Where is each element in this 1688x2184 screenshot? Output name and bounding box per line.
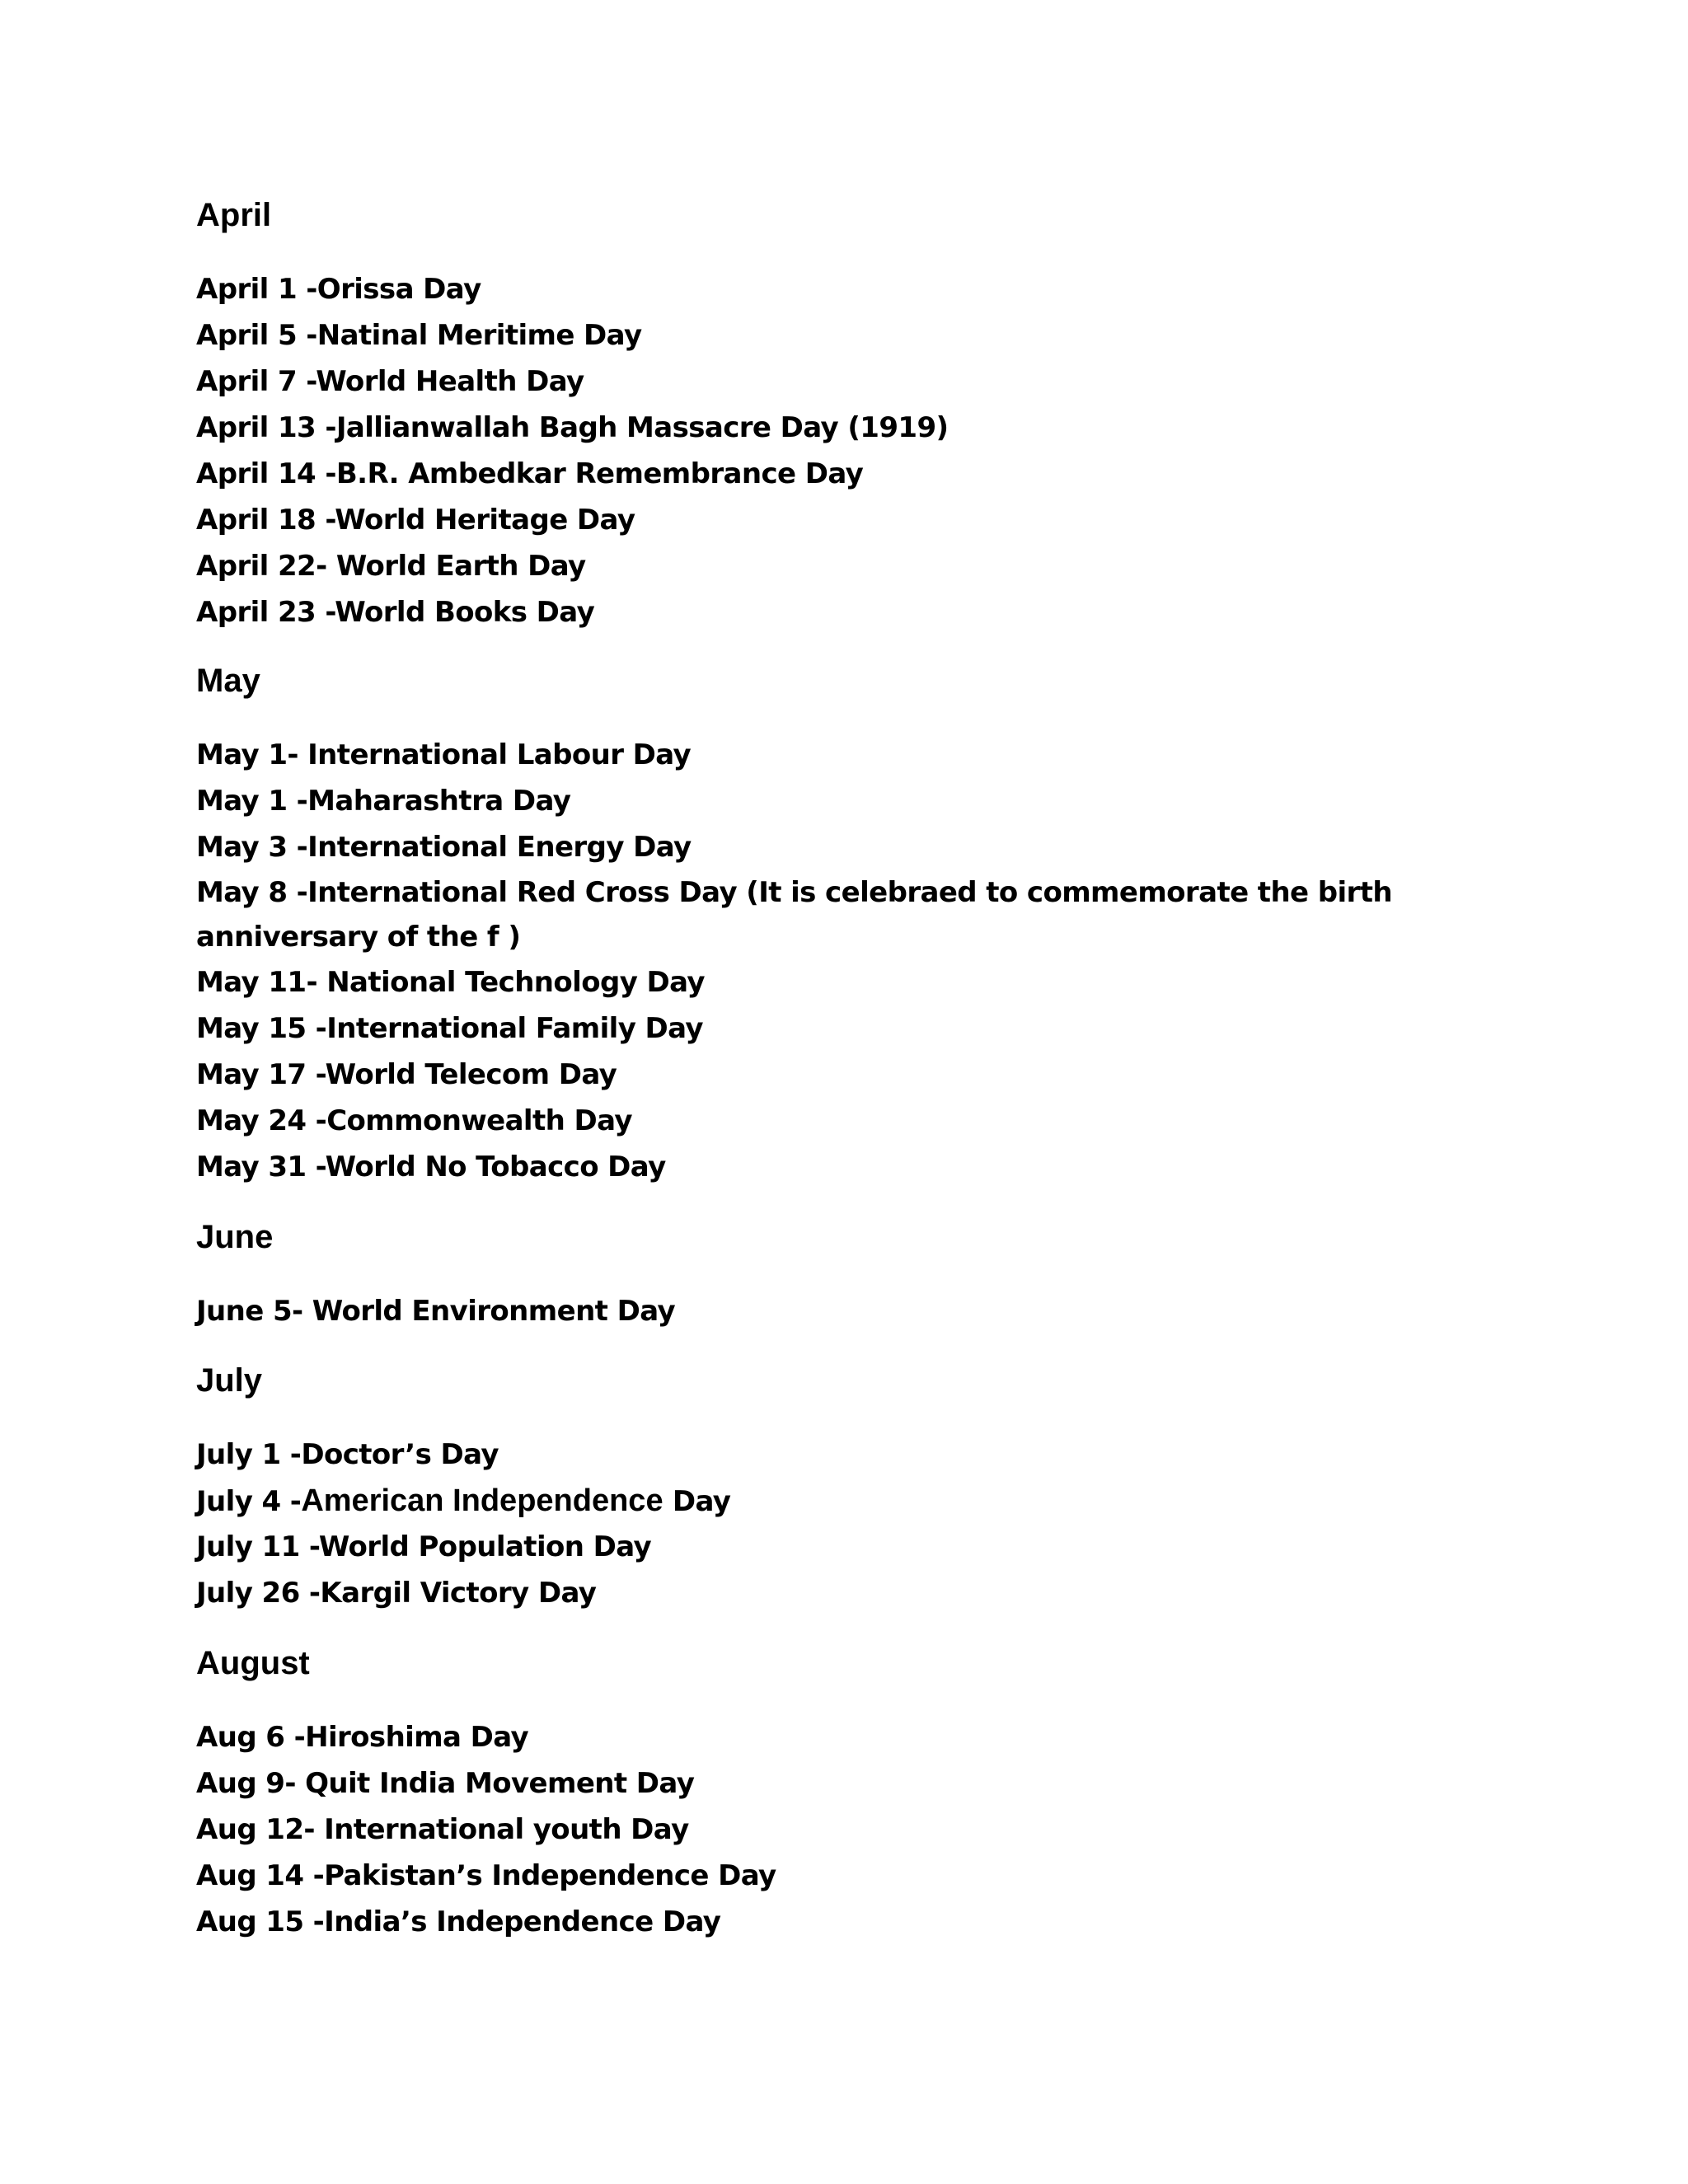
observance-item: May 1- International Labour Day xyxy=(196,738,692,771)
observance-item xyxy=(196,1478,1548,1524)
observance-date: July 4 - xyxy=(196,1485,302,1518)
month-heading: July xyxy=(196,1362,263,1399)
observance-item: May 17 -World Telecom Day xyxy=(196,1058,617,1091)
observance-item: May 24 -Commonwealth Day xyxy=(196,1104,632,1137)
observance-item: April 23 -World Books Day xyxy=(196,596,595,629)
month-heading: June xyxy=(196,1219,274,1255)
month-heading: April xyxy=(196,197,272,233)
observance-item: April 14 -B.R. Ambedkar Remembrance Day xyxy=(196,457,864,490)
observance-item: May 15 -International Family Day xyxy=(196,1012,703,1045)
observance-item: Aug 14 -Pakistan’s Independence Day xyxy=(196,1859,776,1892)
observance-item: June 5- World Environment Day xyxy=(196,1295,676,1328)
observance-item: May 31 -World No Tobacco Day xyxy=(196,1151,666,1183)
observance-item: April 13 -Jallianwallah Bagh Massacre Day (1919) xyxy=(196,411,949,444)
observance-item: Aug 6 -Hiroshima Day xyxy=(196,1721,529,1754)
observance-item: April 1 -Orissa Day xyxy=(196,273,481,306)
observance-item: April 22- World Earth Day xyxy=(196,550,586,583)
observance-item: April 18 -World Heritage Day xyxy=(196,504,635,537)
observance-item: Aug 12- International youth Day xyxy=(196,1813,689,1846)
observance-item: July 1 -Doctor’s Day xyxy=(196,1438,499,1471)
observance-name-emphasis: American Independence xyxy=(301,1483,663,1518)
observance-item: April 7 -World Health Day xyxy=(196,365,584,398)
observance-list xyxy=(196,1288,1548,1334)
observance-list xyxy=(196,1714,1548,1945)
observance-item: May 3 -International Energy Day xyxy=(196,831,692,864)
observance-list xyxy=(196,266,1548,635)
observance-item: July 11 -World Population Day xyxy=(196,1530,652,1563)
observance-item: July 26 -Kargil Victory Day xyxy=(196,1577,597,1610)
observance-list xyxy=(196,1432,1548,1616)
observance-item: April 5 -Natinal Meritime Day xyxy=(196,319,642,352)
observance-item: May 11- National Technology Day xyxy=(196,966,705,999)
observance-item: Aug 9- Quit India Movement Day xyxy=(196,1767,695,1800)
observance-name-suffix: Day xyxy=(663,1485,731,1518)
month-heading: August xyxy=(196,1645,310,1681)
observance-list xyxy=(196,732,1548,1190)
observance-item: May 1 -Maharashtra Day xyxy=(196,785,571,818)
observance-item: Aug 15 -India’s Independence Day xyxy=(196,1905,721,1938)
month-heading: May xyxy=(196,663,260,699)
observance-item: May 8 -International Red Cross Day (It is celebraed to commemorate the birth anniversary of the f ) xyxy=(196,876,1392,954)
